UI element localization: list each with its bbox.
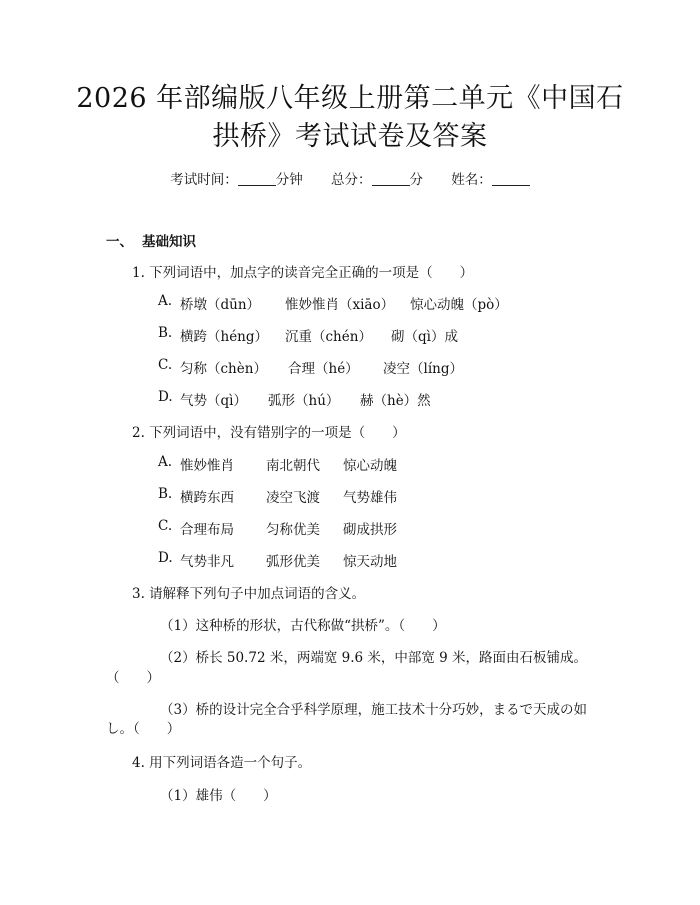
score-blank[interactable] <box>372 171 410 186</box>
q1-option-d[interactable]: D. 气势（qì） 弧形（hú） 赫（hè）然 <box>158 389 431 409</box>
page-title <box>60 80 640 156</box>
q1-option-a[interactable]: A. 桥墩（dūn） 惟妙惟肖（xiāo） 惊心动魄（pò） <box>158 293 508 313</box>
exam-time-field: 考试时间： 分钟 <box>170 172 303 188</box>
name-blank[interactable] <box>492 171 530 186</box>
q1-option-c[interactable]: C. 匀称（chèn） 合理（hé） 凌空（líng） <box>158 357 463 377</box>
question-1: 1. 下列词语中，加点字的读音完全正确的一项是（ ） <box>132 265 474 281</box>
q3-item-3-continued: し。（ ） <box>106 721 181 737</box>
q4-item-1: （1）雄伟（ ） <box>160 788 277 804</box>
q2-option-d[interactable]: D. 气势非凡 弧形优美 惊天动地 <box>158 550 397 570</box>
question-3: 3. 请解释下列句子中加点词语的含义。 <box>132 586 366 602</box>
q2-option-a[interactable]: A. 惟妙惟肖 南北朝代 惊心动魄 <box>158 454 397 474</box>
q3-item-2-continued: （ ） <box>106 670 160 686</box>
question-4: 4. 用下列词语各造一个句子。 <box>132 755 312 771</box>
section-heading: 一、 基础知识 <box>106 234 196 250</box>
exam-info <box>0 168 700 188</box>
score-field: 总分： 分 <box>331 172 423 188</box>
title-line-2: 拱桥》考试试卷及答案 <box>212 121 488 152</box>
q3-item-1: （1）这种桥的形状，古代称做“拱桥”。（ ） <box>160 618 446 634</box>
name-field: 姓名： <box>451 168 530 188</box>
q2-option-c[interactable]: C. 合理布局 匀称优美 砌成拱形 <box>158 518 397 538</box>
title-line-1: 2026 年部编版八年级上册第二单元《中国石 <box>76 83 624 114</box>
q1-option-b[interactable]: B. 横跨（héng） 沉重（chén） 砌（qì）成 <box>158 325 458 345</box>
exam-time-blank[interactable] <box>238 171 276 186</box>
q3-item-3: （3）桥的设计完全合乎科学原理，施工技术十分巧妙，まるで天成の如 <box>160 702 587 718</box>
question-2: 2. 下列词语中，没有错别字的一项是（ ） <box>132 425 406 441</box>
q2-option-b[interactable]: B. 横跨东西 凌空飞渡 气势雄伟 <box>158 486 397 506</box>
q3-item-2: （2）桥长 50.72 米，两端宽 9.6 米，中部宽 9 米，路面由石板铺成。 <box>160 650 588 666</box>
